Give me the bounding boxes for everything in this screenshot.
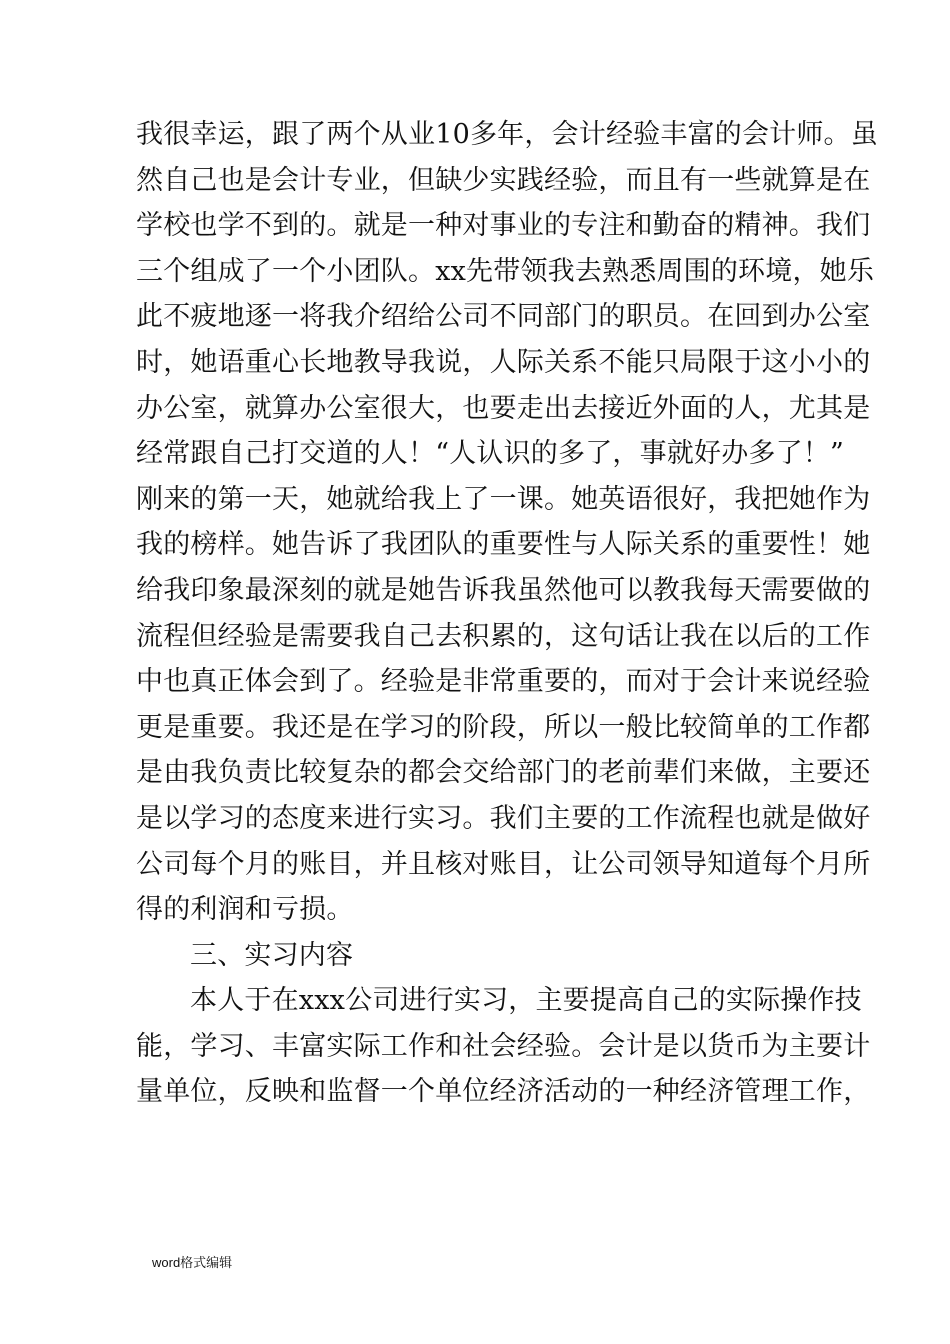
text-line: 经常跟自己打交道的人！“人认识的多了，事就好办多了！” — [136, 438, 845, 470]
text-line: 公司每个月的账目，并且核对账目，让公司领导知道每个月所 — [136, 848, 871, 880]
text-line: 我很幸运，跟了两个从业10多年，会计经验丰富的会计师。虽 — [136, 119, 878, 150]
text-line: 流程但经验是需要我自己去积累的，这句话让我在以后的工作 — [136, 620, 871, 652]
text-line: 得的利润和亏损。 — [136, 894, 354, 926]
paragraph-start-line: 本人于在xxx公司进行实习，主要提高自己的实际操作技 — [190, 985, 862, 1017]
text-line: 是由我负责比较复杂的都会交给部门的老前辈们来做，主要还 — [136, 757, 871, 789]
page-footer: word格式编辑 — [152, 1255, 233, 1270]
text-line: 学校也学不到的。就是一种对事业的专注和勤奋的精神。我们 — [136, 210, 871, 242]
text-line: 时，她语重心长地教导我说，人际关系不能只局限于这小小的 — [136, 346, 871, 378]
text-line: 中也真正体会到了。经验是非常重要的，而对于会计来说经验 — [136, 666, 871, 698]
text-line: 是以学习的态度来进行实习。我们主要的工作流程也就是做好 — [136, 802, 871, 834]
text-line: 然自己也是会计专业，但缺少实践经验，而且有一些就算是在 — [136, 164, 871, 196]
text-line: 量单位，反映和监督一个单位经济活动的一种经济管理工作， — [136, 1076, 871, 1108]
text-line: 此不疲地逐一将我介绍给公司不同部门的职员。在回到办公室 — [136, 301, 871, 333]
text-line: 更是重要。我还是在学习的阶段，所以一般比较简单的工作都 — [136, 711, 871, 743]
text-line: 我的榜样。她告诉了我团队的重要性与人际关系的重要性！她 — [136, 529, 871, 561]
section-heading: 三、实习内容 — [190, 939, 354, 971]
text-line: 三个组成了一个小团队。xx先带领我去熟悉周围的环境，她乐 — [136, 255, 875, 287]
text-line: 办公室，就算办公室很大，也要走出去接近外面的人，尤其是 — [136, 392, 871, 424]
text-line: 刚来的第一天，她就给我上了一课。她英语很好，我把她作为 — [136, 483, 871, 515]
body-text — [136, 112, 878, 1115]
text-line: 给我印象最深刻的就是她告诉我虽然他可以教我每天需要做的 — [136, 574, 871, 606]
text-line: 能，学习、丰富实际工作和社会经验。会计是以货币为主要计 — [136, 1030, 871, 1062]
